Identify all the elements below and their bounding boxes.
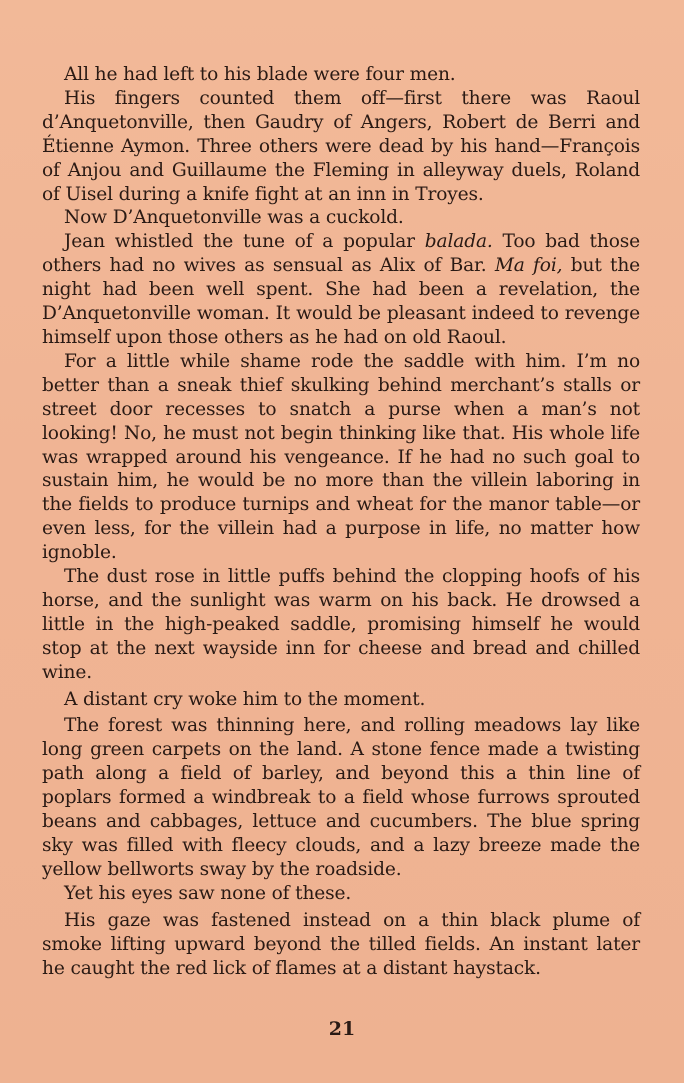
text-run: His fingers counted them off—first there was Raoul d’Anquetonville, then Gaudry of Angers, Robert de Berri and Étienne Aymon. Three others were dead by his hand—François of Anjou and Guillaume the Fleming in alleyway duels, Roland of Uisel during a knife fight at an inn in Troyes.: [42, 87, 640, 205]
text-run: The dust rose in little puffs behind the clopping hoofs of his horse, and the sunlight was warm on his back. He drowsed a little in the high-peaked saddle, promising himself he would stop at the next wayside inn for cheese and bread and chilled wine.: [42, 566, 640, 683]
text-run: Too bad those others had no wives as sensual as Alix of Bar.: [42, 231, 640, 277]
text-run: The forest was thinning here, and rolling meadows lay like long green carpets on the land. A stone fence made a twisting path along a field of barley, and beyond this a thin line of poplars formed a windbreak to a field whose furrows sprouted beans and cabbages, lettuce and cucumbers. The blue spring sky was filled with fleecy clouds, and a lazy breeze made the yellow bellworts sway by the roadside.: [42, 715, 640, 880]
text-run: His gaze was fastened instead on a thin black plume of smoke lifting upward beyond the tilled fields. An instant later he caught the red lick of flames at a distant haystack.: [42, 909, 640, 979]
italic-text: Ma foi,: [494, 255, 563, 277]
body-text: [42, 63, 640, 980]
text-run: All he had left to his blade were four men.: [64, 64, 456, 85]
text-run: A distant cry woke him to the moment.: [64, 688, 426, 710]
paragraph: [42, 63, 640, 87]
paragraph: [42, 350, 640, 565]
text-run: but the night had been well spent. She had been a revelation, the D’Anquetonville woman. It would be pleasant indeed to revenge himself upon those others as he had on old Raoul.: [42, 255, 641, 348]
paragraph: [42, 688, 640, 712]
text-run: Now D’Anquetonville was a cuckold.: [64, 207, 404, 229]
text-run: For a little while shame rode the saddle with him. I’m no better than a sneak thief skulking behind merchant’s stalls or street door recesses to snatch a purse when a man’s not looking! No, he must not begin thinking like that. His whole life was wrapped around his vengeance. If he had no such goal to sustain him, he would be no more than the villein laboring in the fields to produce turnips and wheat for the manor table—or even less, for the villein had a purpose in life, no matter how ignoble.: [42, 350, 640, 564]
italic-text: balada.: [424, 231, 493, 253]
paragraph: [42, 206, 640, 230]
page-number: 21: [328, 1018, 356, 1040]
paragraph: [42, 230, 640, 350]
text-run: Jean whistled the tune of a popular: [64, 231, 425, 253]
paragraph: [42, 565, 640, 685]
paragraph: [42, 714, 640, 881]
text-run: Yet his eyes saw none of these.: [64, 882, 352, 904]
paragraph: [42, 87, 640, 207]
paragraph: [42, 882, 640, 906]
paragraph: [42, 909, 640, 981]
